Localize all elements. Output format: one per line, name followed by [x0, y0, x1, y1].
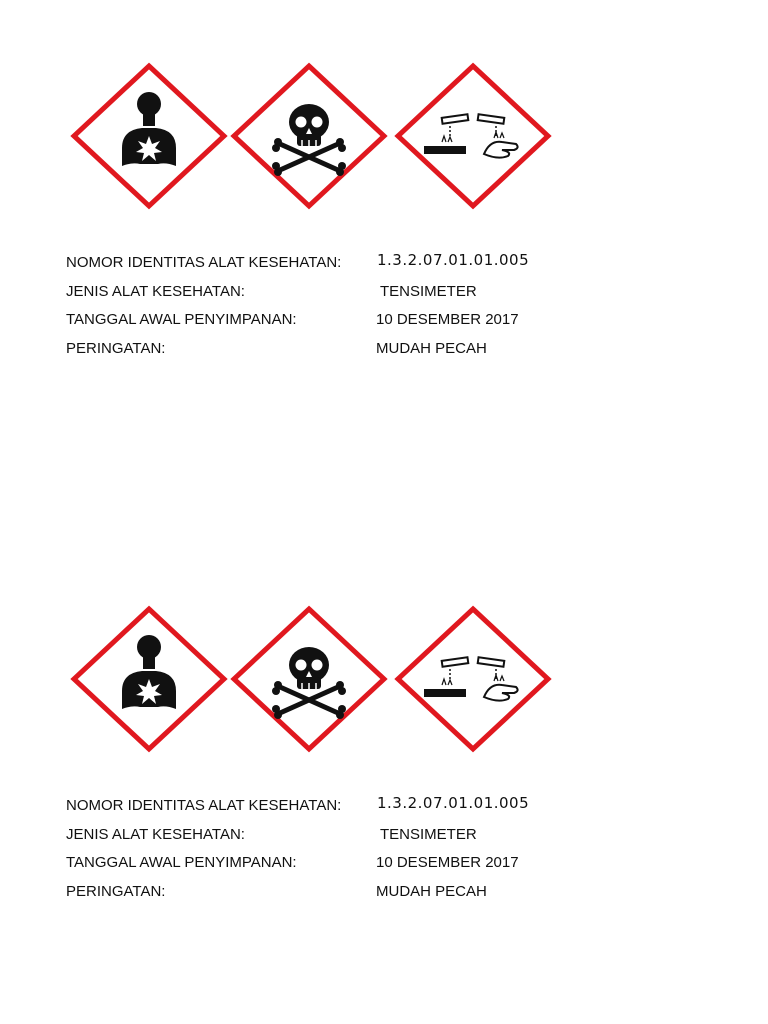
field-label: JENIS ALAT KESEHATAN: [66, 825, 245, 843]
field-label: PERINGATAN: [66, 882, 166, 900]
field-label: PERINGATAN: [66, 339, 166, 357]
field-value: 10 DESEMBER 2017 [376, 854, 519, 871]
info-row-warning [66, 883, 666, 912]
label-block [0, 605, 768, 945]
info-row-date [66, 311, 666, 340]
label-block [0, 62, 768, 402]
health-hazard-icon [70, 605, 228, 753]
skull-crossbones-icon [230, 605, 388, 753]
info-row-date [66, 854, 666, 883]
field-label: TANGGAL AWAL PENYIMPANAN: [66, 311, 297, 328]
field-label: NOMOR IDENTITAS ALAT KESEHATAN: [66, 254, 342, 271]
field-value: 10 DESEMBER 2017 [376, 311, 519, 328]
corrosive-icon [394, 62, 552, 210]
info-row-warning [66, 340, 666, 369]
info-row-type [66, 826, 666, 855]
hazard-pictograms [70, 62, 560, 212]
field-value: MUDAH PECAH [376, 882, 487, 900]
field-label: TANGGAL AWAL PENYIMPANAN: [66, 854, 297, 871]
field-value: TENSIMETER [380, 282, 477, 300]
corrosive-icon [394, 605, 552, 753]
field-value: 1.3.2.07.01.01.005 [377, 794, 530, 812]
hazard-pictograms [70, 605, 560, 755]
info-row-id [66, 251, 666, 283]
device-info [66, 251, 666, 368]
skull-crossbones-icon [230, 62, 388, 210]
field-value: TENSIMETER [380, 825, 477, 843]
field-label: JENIS ALAT KESEHATAN: [66, 282, 245, 300]
health-hazard-icon [70, 62, 228, 210]
info-row-type [66, 283, 666, 312]
device-info [66, 794, 666, 911]
info-row-id [66, 794, 666, 826]
field-value: 1.3.2.07.01.01.005 [377, 251, 530, 269]
field-label: NOMOR IDENTITAS ALAT KESEHATAN: [66, 797, 342, 814]
field-value: MUDAH PECAH [376, 339, 487, 357]
